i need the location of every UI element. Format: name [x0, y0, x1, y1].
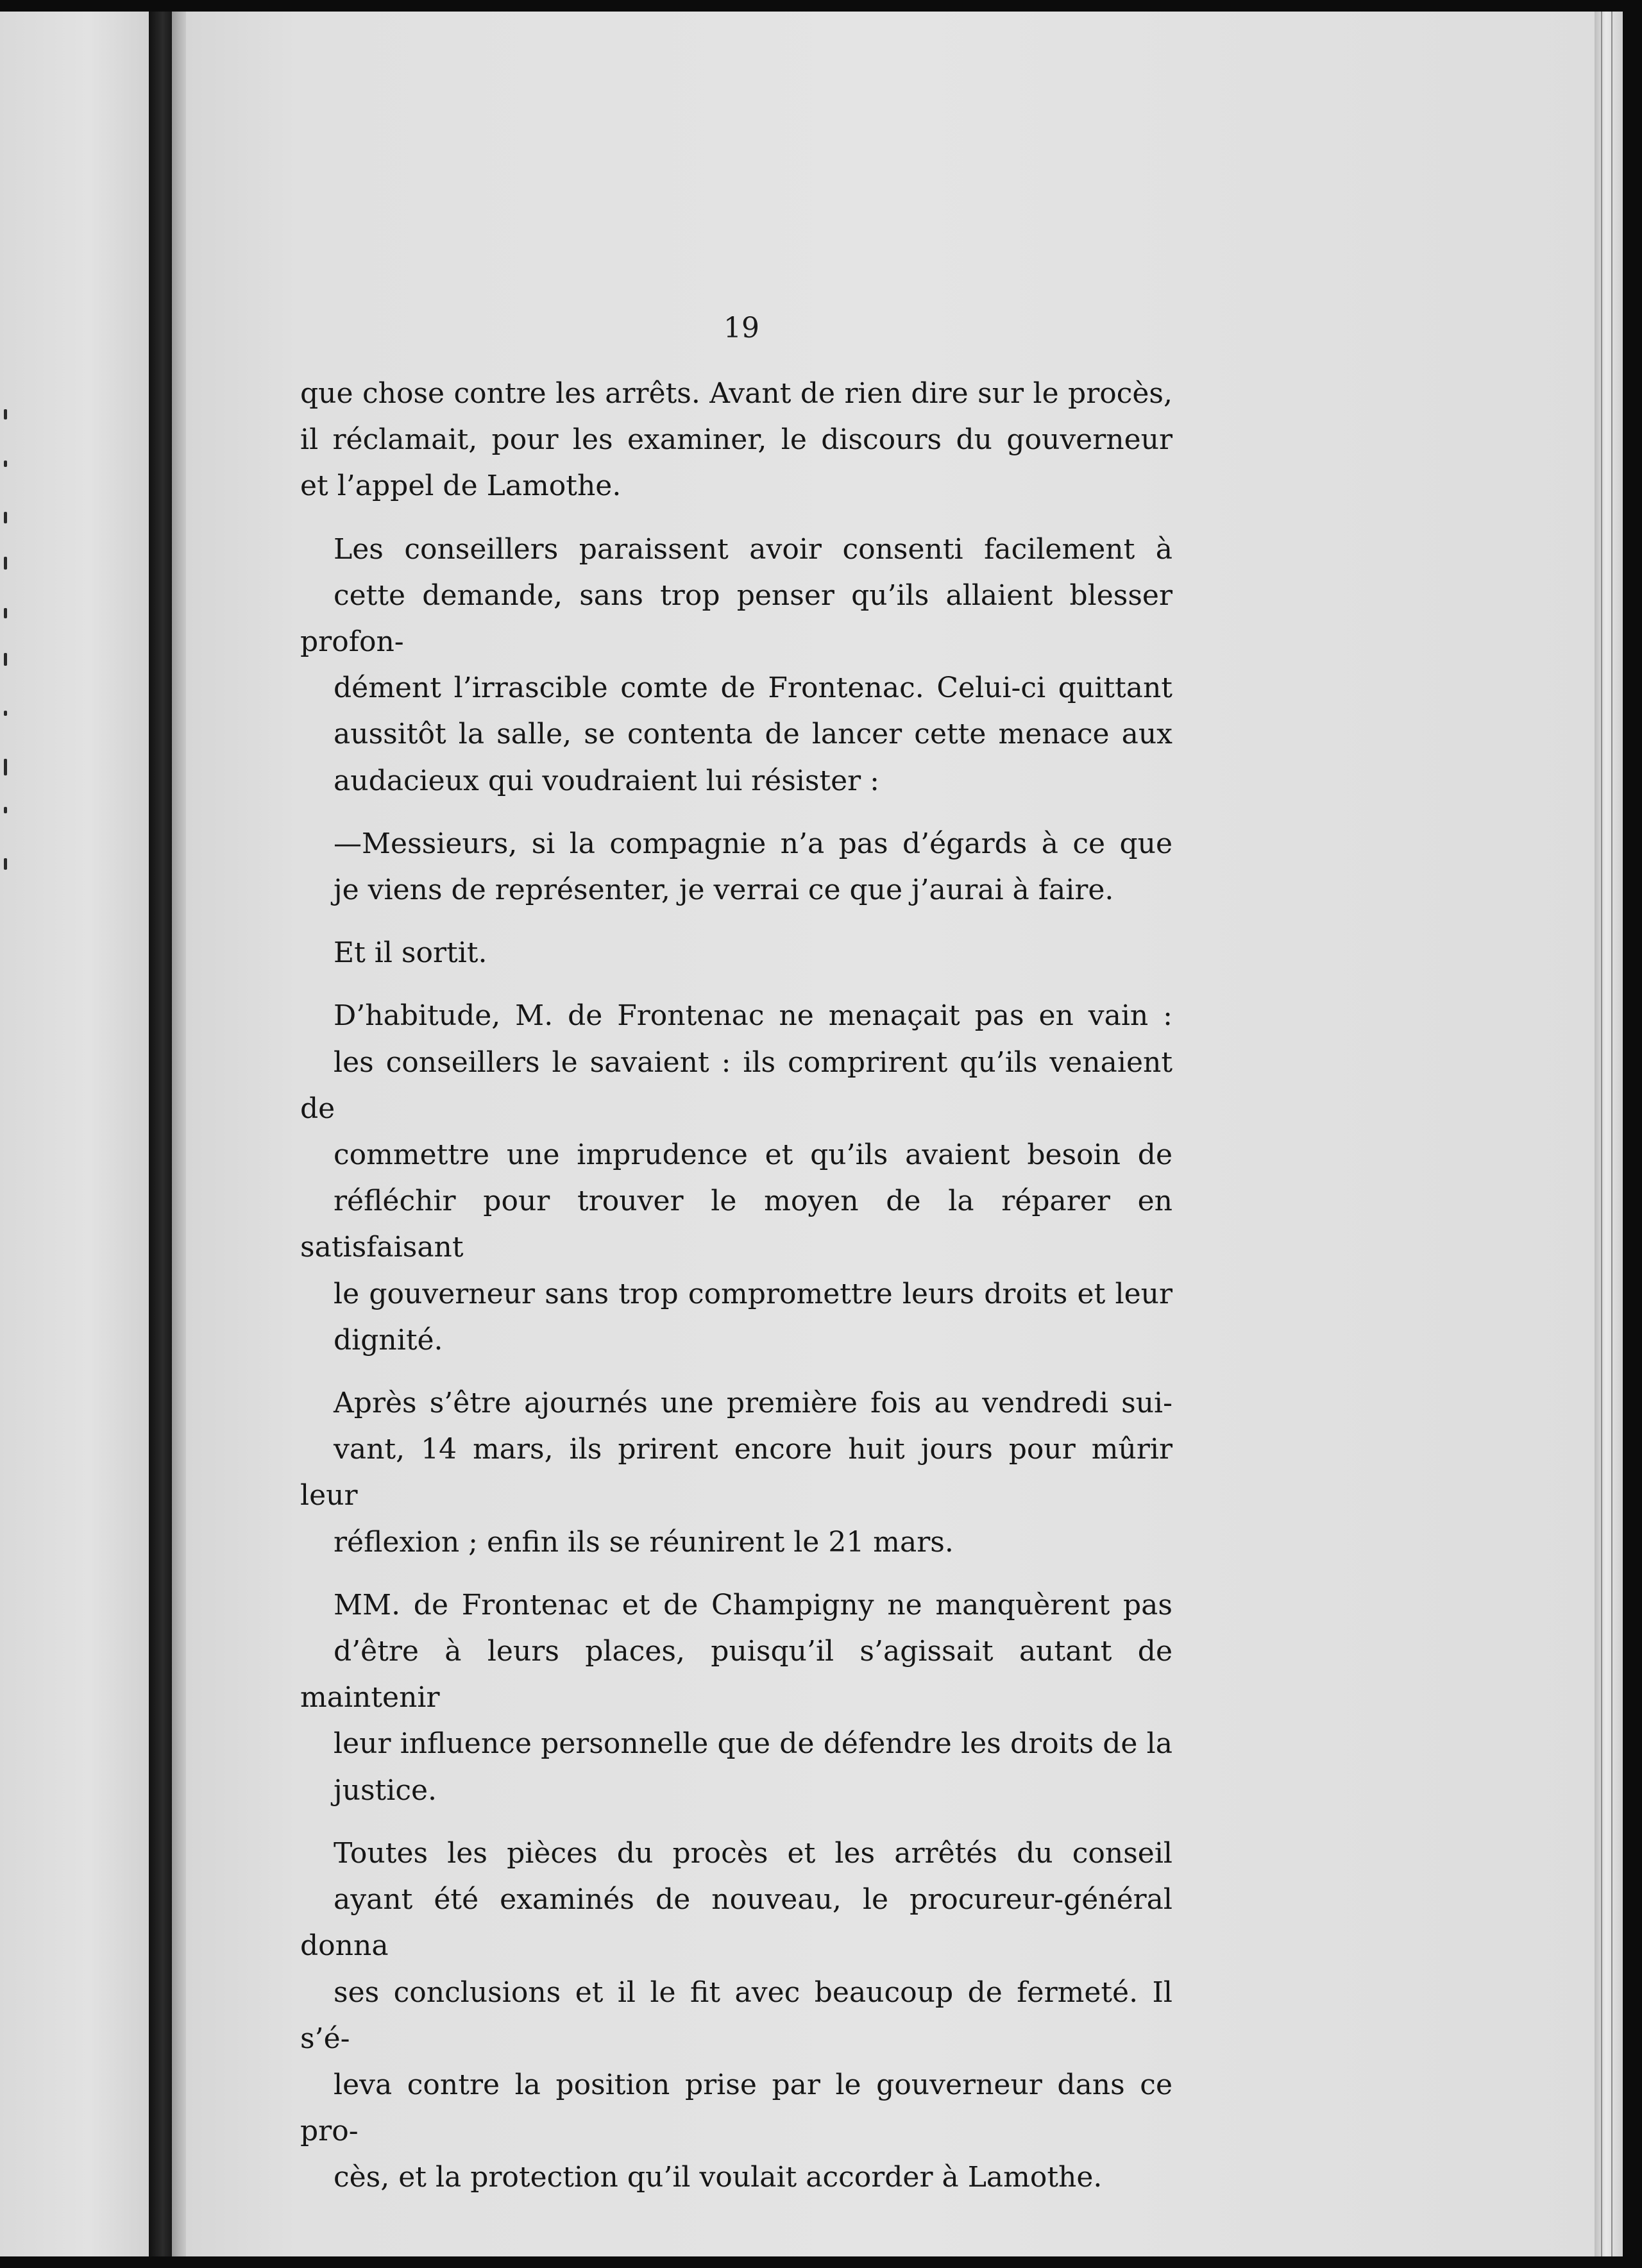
margin-mark [4, 653, 7, 666]
margin-mark [4, 512, 7, 523]
gutter-shadow [172, 12, 186, 2256]
margin-mark [4, 409, 7, 419]
text-line: audacieux qui voudraient lui résister : [334, 764, 879, 797]
text-line: il réclamait, pour les examiner, le discours du gouverneur [300, 423, 1172, 457]
margin-mark [4, 608, 7, 618]
paragraph [300, 993, 1172, 1364]
text-line: commettre une imprudence et qu’ils avaient besoin de [334, 1138, 1172, 1172]
text-line: leur influence personnelle que de défendre les droits de la [334, 1727, 1172, 1761]
text-line: Toutes les pièces du procès et les arrêtés du conseil [334, 1836, 1172, 1870]
text-line: d’être à leurs places, puisqu’il s’agissait autant de maintenir [300, 1635, 1172, 1714]
paragraph [300, 527, 1172, 804]
text-line: justice. [334, 1773, 437, 1807]
text-line: —Messieurs, si la compagnie n’a pas d’égards à ce que [334, 827, 1172, 860]
body-text [300, 371, 1172, 2201]
text-line: dignité. [334, 1323, 443, 1357]
text-line: cette demande, sans trop penser qu’ils allaient blesser profon- [300, 579, 1172, 659]
paragraph [300, 821, 1172, 913]
text-line: Les conseillers paraissent avoir consenti facilement à [334, 532, 1172, 566]
text-line: réfléchir pour trouver le moyen de la réparer en satisfaisant [300, 1185, 1172, 1264]
text-line: réflexion ; enfin ils se réunirent le 21 mars. [334, 1525, 954, 1559]
page-block-edge [1595, 12, 1623, 2256]
text-line: et l’appel de Lamothe. [300, 470, 622, 503]
margin-mark [4, 858, 7, 870]
text-line: ayant été examinés de nouveau, le procureur-général donna [300, 1883, 1172, 1963]
text-line: dément l’irrascible comte de Frontenac. Celui-ci quittant [334, 672, 1172, 705]
paragraph [300, 371, 1172, 510]
text-line: que chose contre les arrêts. Avant de rien dire sur le procès, [300, 377, 1172, 410]
paragraph [300, 1380, 1172, 1566]
paragraph [300, 1582, 1172, 1814]
margin-mark [4, 711, 7, 716]
paragraph [300, 1831, 1172, 2201]
previous-page-edge [0, 12, 149, 2256]
margin-mark [4, 759, 7, 775]
paragraph [300, 930, 1172, 976]
margin-mark [4, 461, 7, 467]
text-line: aussitôt la salle, se contenta de lancer cette menace aux [334, 718, 1172, 751]
text-line: vant, 14 mars, ils prirent encore huit jours pour mûrir leur [300, 1433, 1172, 1512]
text-line: leva contre la position prise par le gouverneur dans ce pro- [300, 2068, 1172, 2148]
text-line: Après s’être ajournés une première fois au vendredi sui- [334, 1387, 1172, 1420]
text-line: les conseillers le savaient : ils comprirent qu’ils venaient de [300, 1045, 1172, 1125]
text-line: D’habitude, M. de Frontenac ne menaçait pas en vain : [334, 999, 1172, 1033]
page-number: 19 [724, 312, 759, 344]
binding-gutter [149, 12, 172, 2256]
margin-mark [4, 557, 7, 570]
text-line: Et il sortit. [334, 936, 487, 970]
text-line: cès, et la protection qu’il voulait accorder à Lamothe. [334, 2161, 1103, 2194]
text-line: je viens de représenter, je verrai ce que j’aurai à faire. [334, 874, 1114, 907]
text-line: MM. de Frontenac et de Champigny ne manquèrent pas [334, 1588, 1172, 1621]
text-line: le gouverneur sans trop compromettre leurs droits et leur [334, 1277, 1172, 1310]
text-line: ses conclusions et il le fit avec beaucoup de fermeté. Il s’é- [300, 1976, 1172, 2055]
margin-mark [4, 807, 7, 813]
